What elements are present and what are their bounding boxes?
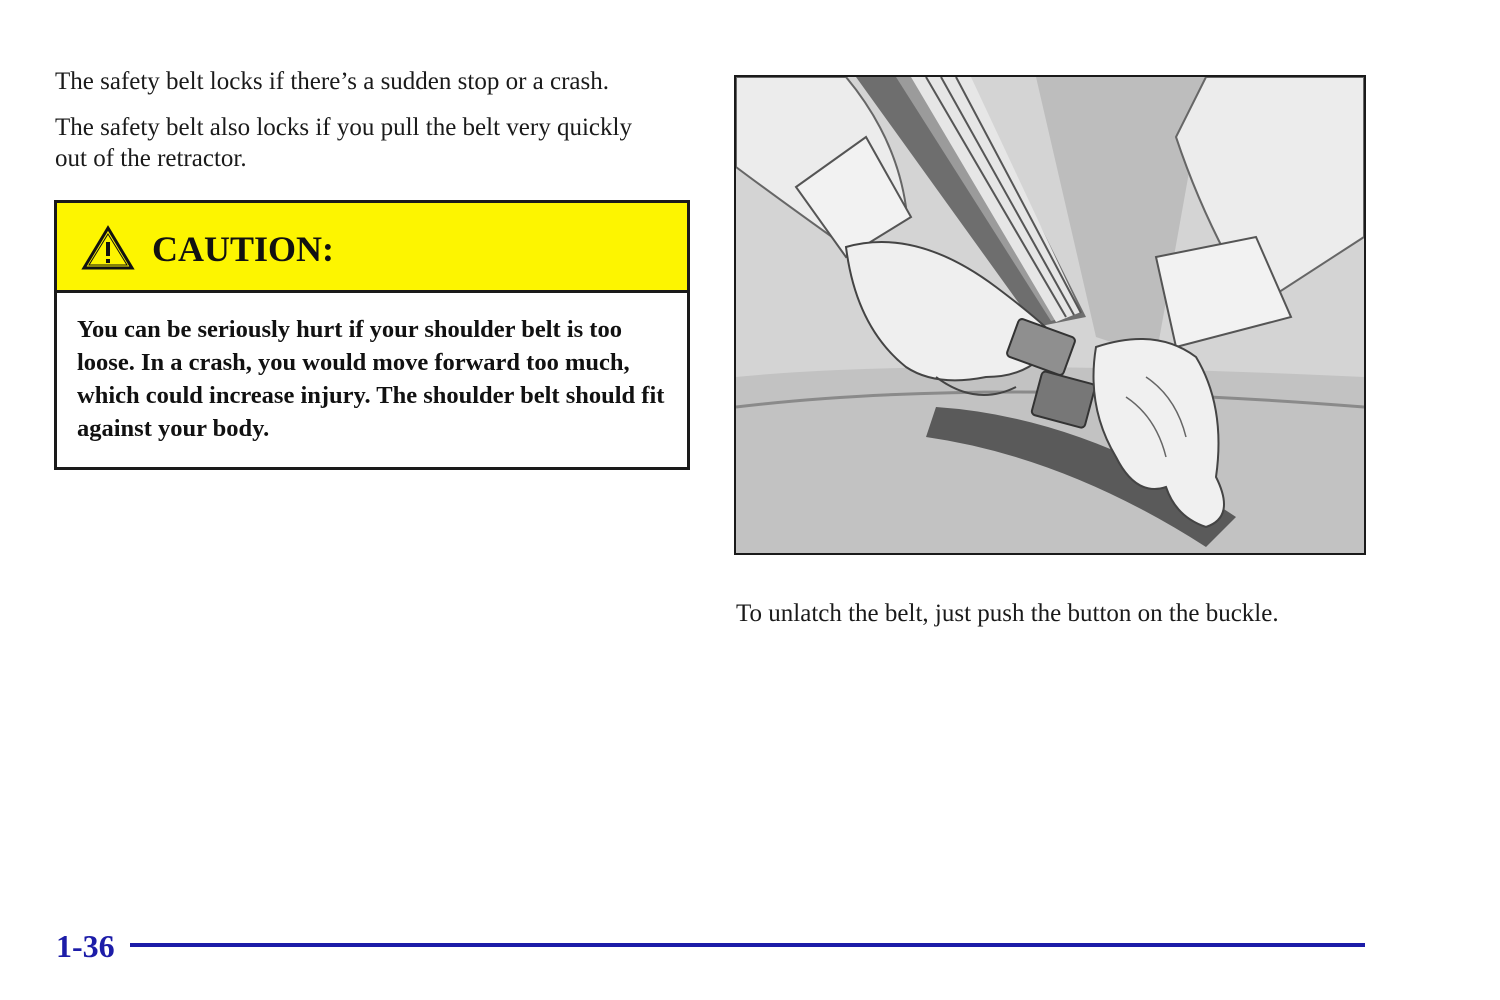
- paragraph-lock-pull-quickly: The safety belt also locks if you pull the belt very quickly out of the retractor.: [55, 114, 632, 172]
- page-number: 1-36: [56, 928, 115, 964]
- seatbelt-illustration: [734, 75, 1366, 555]
- footer-rule: [130, 943, 1365, 947]
- warning-triangle-icon: [81, 225, 135, 271]
- caution-body: You can be seriously hurt if your shoulder belt is too loose. In a crash, you would move forward too much, which could increase injury. The shoulder belt should fit against your body.: [77, 316, 665, 442]
- caution-box: [54, 200, 690, 470]
- caution-title: CAUTION:: [152, 229, 335, 269]
- seatbelt-drawing: [736, 77, 1364, 553]
- caption-unlatch-belt: To unlatch the belt, just push the button on the buckle.: [736, 600, 1279, 627]
- caution-header: [57, 203, 687, 293]
- paragraph-lock-sudden-stop: The safety belt locks if there’s a sudden stop or a crash.: [55, 68, 609, 95]
